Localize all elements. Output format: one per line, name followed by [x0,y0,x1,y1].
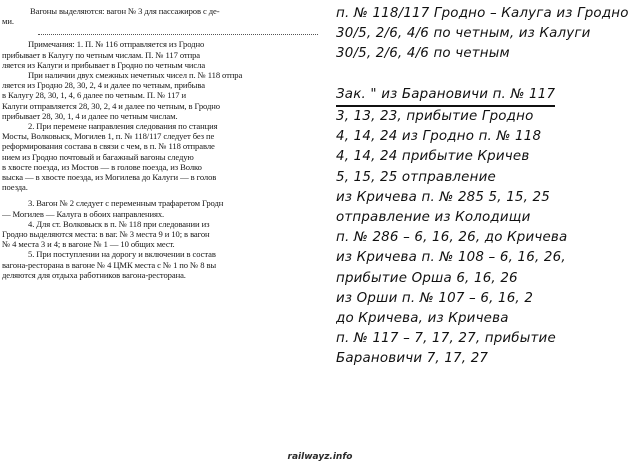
printed-line: 5. При поступлении на дорогу и включении в состав [28,249,216,260]
handwritten-annotations [336,4,638,444]
handwritten-heading-line [336,85,638,107]
handwritten-line: 30/5, 2/6, 4/6 по четным, из Калуги [336,26,591,42]
handwritten-line: 4, 14, 24 из Гродно п. № 118 [336,129,542,145]
handwritten-line: до Кричева, из Кричева [336,311,509,327]
printed-line: Примечания: 1. П. № 116 отправляется из Гродно [28,39,205,50]
printed-line: деляются для отдыха работников вагона-ресторана. [2,269,186,280]
handwritten-line: 4, 14, 24 прибытие Кричев [336,149,530,165]
handwritten-line: из Орши п. № 107 – 6, 16, 2 [336,290,534,306]
printed-line: реформирования состава в связи с чем, в п. № 118 отправле [2,141,215,152]
printed-line: При наличии двух смежных нечетных чисел п. № 118 отпра [28,70,243,81]
printed-line: ляется из Калуги и прибывает в Гродно по четным числа [2,59,206,70]
handwritten-line: п. № 118/117 Гродно – Калуга из Гродно [336,6,629,21]
handwritten-line: прибытие Орша 6, 16, 26 [336,270,518,286]
printed-line: Мосты, Волковыск, Могилев 1, п. № 118/117 следует без пе [2,131,215,142]
handwritten-spacer [336,65,638,85]
handwritten-line: п. № 286 – 6, 16, 26, до Кричева [336,230,568,246]
printed-timetable-notes [2,6,340,446]
printed-line: вагона-ресторана в вагоне № 4 ЦМК места с № 1 по № 8 вы [2,259,217,270]
handwritten-line: 30/5, 2/6, 4/6 по четным [336,46,510,62]
handwritten-line: Барановичи 7, 17, 27 [336,351,489,367]
printed-line: Гродно выделяются места: в ваг. № 3 места 9 и 10; в вагон [2,229,210,240]
printed-line: ляется из Гродно 28, 30, 2, 4 и далее по четным, прибыва [2,80,205,91]
printed-line: нием из Гродно почтовый и багажный вагоны следую [2,151,194,162]
handwritten-line: п. № 117 – 7, 17, 27, прибытие [336,331,556,347]
handwritten-line: отправление из Колодищи [336,210,531,226]
handwritten-line: из Кричева п. № 108 – 6, 16, 26, [336,250,566,266]
printed-separator [38,34,318,35]
printed-line: 4. Для ст. Волковыск в п. № 118 при следовании из [28,218,210,229]
printed-line: № 4 места 3 и 4; в вагоне № 1 — 10 общих мест. [2,239,175,250]
printed-line: прибывает в Калугу по четным числам. П. № 117 отпра [2,49,200,60]
printed-line: поезда. [2,182,28,193]
printed-line: Калуги отправляется 28, 30, 2, 4 и далее по четным, в Гродно [2,100,220,111]
printed-line: в хвосте поезда, из Мостов — в голове поезда, из Волко [2,161,202,172]
printed-line: 3. Вагон № 2 следует с переменным трафаретом Гродн [28,198,224,209]
printed-intro-line-2: ми. [2,16,14,27]
handwritten-line: из Кричева п. № 285 5, 15, 25 [336,189,550,205]
handwritten-line: 3, 13, 23, прибытие Гродно [336,109,534,125]
watermark: railwayz.info [287,452,353,462]
handwritten-heading: Зак. " из Барановичи п. № 117 [336,85,555,107]
printed-line: в Калугу 28, 30, 1, 4, 6 далее по четным. П. № 117 и [2,90,187,101]
handwritten-line: 5, 15, 25 отправление [336,169,496,185]
printed-line: прибывает 28, 30, 1, 4 и далее по четным числам. [2,110,178,121]
printed-line: 2. При перемене направления следования по станция [28,121,218,132]
printed-line: — Могилев — Калуга в обоих направлениях. [2,208,165,219]
printed-line: выска — в хвосте поезда, из Могилева до Калуги — в голов [2,172,217,183]
printed-intro-line-1: Вагоны выделяются: вагон № 3 для пассажиров с де- [30,6,220,16]
